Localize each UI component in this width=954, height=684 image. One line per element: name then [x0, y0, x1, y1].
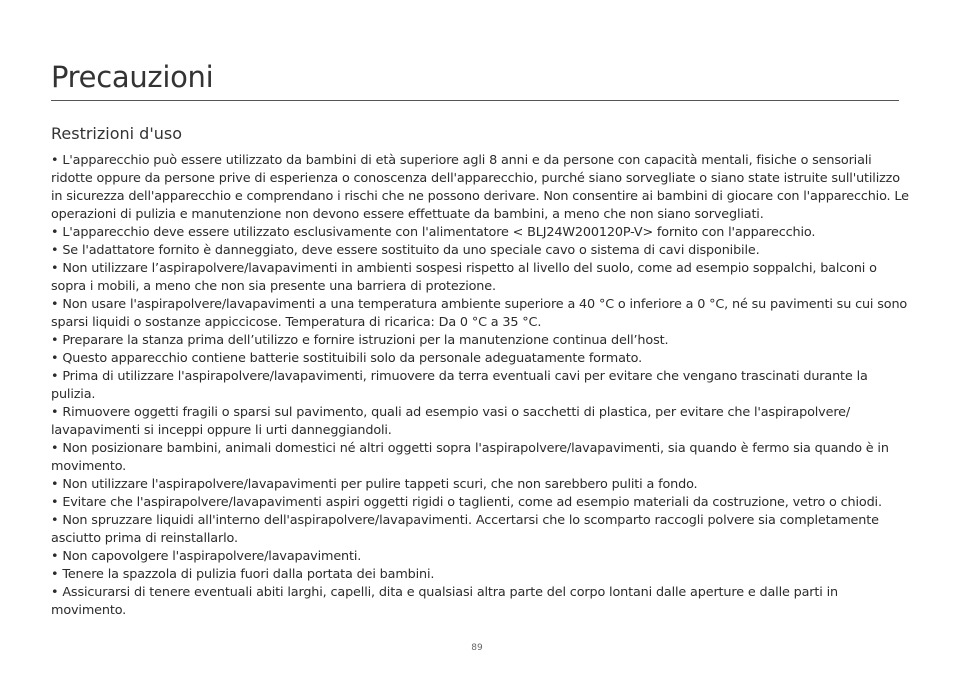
bullet: •	[51, 585, 59, 600]
list-item-text: Assicurarsi di tenere eventuali abiti larghi, capelli, dita e qualsiasi altra parte del corpo lontani dalle aperture e dalle parti in movimento.	[51, 585, 838, 618]
bullet: •	[51, 477, 59, 492]
bullet: •	[51, 495, 59, 510]
list-item-text: Non posizionare bambini, animali domestici né altri oggetti sopra l'aspirapolvere/lavapavimenti, sia quando è fermo sia quando è in movimento.	[51, 441, 889, 474]
list-item	[51, 152, 913, 224]
page-title: Precauzioni	[51, 60, 214, 94]
list-item-text: Preparare la stanza prima dell’utilizzo e fornire istruzioni per la manutenzione continua dell’host.	[62, 333, 669, 348]
list-item-text: Prima di utilizzare l'aspirapolvere/lavapavimenti, rimuovere da terra eventuali cavi per evitare che vengano trascinati durante la pulizia.	[51, 369, 868, 402]
bullet: •	[51, 513, 59, 528]
bullet: •	[51, 261, 59, 276]
bullet: •	[51, 153, 59, 168]
list-item	[51, 332, 913, 350]
bullet: •	[51, 333, 59, 348]
list-item-text: Non spruzzare liquidi all'interno dell'aspirapolvere/lavapavimenti. Accertarsi che lo scomparto raccogli polvere sia completamente asciutto prima di reinstallarlo.	[51, 513, 879, 546]
section-subtitle: Restrizioni d'uso	[51, 124, 182, 143]
bullet: •	[51, 369, 59, 384]
list-item	[51, 296, 913, 332]
list-item-text: Questo apparecchio contiene batterie sostituibili solo da personale adeguatamente formato.	[62, 351, 642, 366]
bullet: •	[51, 225, 59, 240]
list-item-text: Se l'adattatore fornito è danneggiato, deve essere sostituito da uno speciale cavo o sistema di cavi disponibile.	[62, 243, 760, 258]
list-item-text: L'apparecchio può essere utilizzato da bambini di età superiore agli 8 anni e da persone con capacità mentali, fisiche o sensoriali ridotte oppure da persone prive di esperienza o conoscenza dell'apparecchio, purché siano sorvegliate o siano state istruite sull'utilizzo in sicurezza dell'apparecchio e comprendano i rischi che ne possono derivare. Non consentire ai bambini di giocare con l'apparecchio. Le operazioni di pulizia e manutenzione non devono essere effettuate da bambini, a meno che non siano sorvegliati.	[51, 153, 909, 222]
bullet: •	[51, 297, 59, 312]
list-item	[51, 566, 913, 584]
page-number: 89	[471, 643, 483, 653]
list-item-text: L'apparecchio deve essere utilizzato esclusivamente con l'alimentatore < BLJ24W200120P-V> fornito con l'apparecchio.	[62, 225, 816, 240]
bullet: •	[51, 549, 59, 564]
list-item	[51, 260, 913, 296]
list-item	[51, 494, 913, 512]
bullet: •	[51, 405, 59, 420]
list-item-text: Non usare l'aspirapolvere/lavapavimenti a una temperatura ambiente superiore a 40 °C o inferiore a 0 °C, né su pavimenti su cui sono sparsi liquidi o sostanze appiccicose. Temperatura di ricarica: Da 0 °C a 35 °C.	[51, 297, 908, 330]
bullet: •	[51, 351, 59, 366]
list-item	[51, 350, 913, 368]
list-item	[51, 404, 913, 440]
list-item	[51, 368, 913, 404]
precautions-list	[51, 152, 913, 620]
list-item	[51, 242, 913, 260]
list-item	[51, 440, 913, 476]
list-item-text: Rimuovere oggetti fragili o sparsi sul pavimento, quali ad esempio vasi o sacchetti di plastica, per evitare che l'aspirapolvere/ lavapavimenti si inceppi oppure li urti danneggiandoli.	[51, 405, 851, 438]
list-item	[51, 584, 913, 620]
list-item-text: Evitare che l'aspirapolvere/lavapavimenti aspiri oggetti rigidi o taglienti, come ad esempio materiali da costruzione, vetro o chiodi.	[62, 495, 882, 510]
title-divider	[51, 100, 899, 101]
list-item	[51, 224, 913, 242]
bullet: •	[51, 243, 59, 258]
bullet: •	[51, 567, 59, 582]
list-item-text: Non capovolgere l'aspirapolvere/lavapavimenti.	[62, 549, 362, 564]
list-item-text: Tenere la spazzola di pulizia fuori dalla portata dei bambini.	[62, 567, 435, 582]
list-item-text: Non utilizzare l’aspirapolvere/lavapavimenti in ambienti sospesi rispetto al livello del suolo, come ad esempio soppalchi, balconi o sopra i mobili, a meno che non sia presente una barriera di protezione.	[51, 261, 877, 294]
list-item	[51, 476, 913, 494]
bullet: •	[51, 441, 59, 456]
list-item-text: Non utilizzare l'aspirapolvere/lavapavimenti per pulire tappeti scuri, che non sarebbero puliti a fondo.	[62, 477, 698, 492]
list-item	[51, 512, 913, 548]
list-item	[51, 548, 913, 566]
